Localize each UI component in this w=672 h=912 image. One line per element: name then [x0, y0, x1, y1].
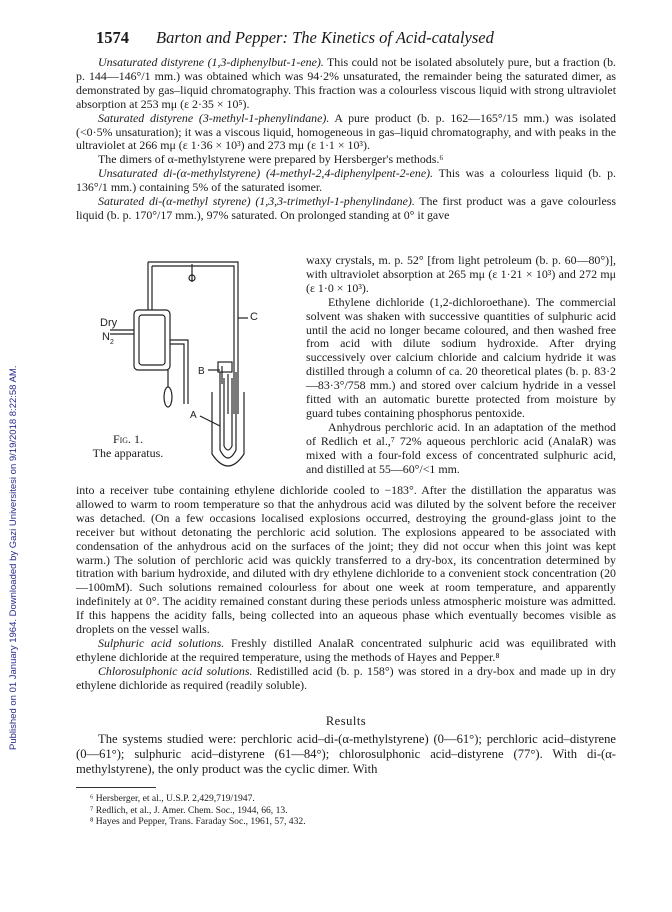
- section-name: Anhydrous perchloric acid.: [328, 419, 461, 434]
- running-title: Barton and Pepper: The Kinetics of Acid-catalysed: [156, 28, 494, 47]
- paragraph-unsaturated-distyrene: [76, 56, 616, 112]
- footnote-8: ⁸ Hayes and Pepper, Trans. Faraday Soc., 1961, 57, 432.: [90, 816, 306, 827]
- compound-formula: (1,2-dichloroethane).: [429, 294, 531, 309]
- paragraph-chlorosulphonic-acid: [76, 665, 616, 693]
- footnote-6: ⁶ Hersberger, et al., U.S.P. 2,429,719/1947.: [90, 793, 255, 804]
- paragraph-perchloric-acid: [306, 421, 616, 477]
- body-top: [76, 56, 616, 223]
- section-name: Chlorosulphonic acid solutions.: [98, 663, 253, 678]
- paragraph-text: Freshly distilled AnalaR concentrated sulphuric acid was equilibrated with ethylene dichloride at the required temperature, using the methods of Hayes and Pepper.⁸: [76, 635, 617, 664]
- body-right-column: [306, 254, 616, 477]
- paragraph-text: waxy crystals, m. p. 52° [from light petroleum (b. p. 60—80°)], with ultraviolet absorption at 265 mμ (ε 1·21 × 10³) and 272 mμ (ε 1·0 × 10³).: [306, 253, 616, 295]
- paragraph-saturated-distyrene: [76, 112, 616, 154]
- figure-number: Fig. 1.: [112, 432, 144, 446]
- compound-name: Saturated di-(α-methyl styrene): [98, 194, 251, 209]
- compound-name: Saturated distyrene: [98, 110, 194, 125]
- paragraph-text: The systems studied were: perchloric acid–di-(α-methylstyrene) (0—61°); perchloric acid–distyrene (0—61°); sulphuric acid–distyrene (61—84°); chlorosulphonic acid–distyrene (77°). With di-(α-methylstyrene), the only product was the cyclic dimer. With: [76, 732, 616, 776]
- paragraph-text: This was a colourless liquid (b. p. 136°/1 mm.) containing 5% of the saturated isomer.: [76, 166, 616, 195]
- label-a: A: [190, 410, 197, 421]
- paragraph-continued: [306, 254, 616, 296]
- section-name: Sulphuric acid solutions.: [98, 635, 225, 650]
- paragraph-unsaturated-di-methylstyrene: [76, 167, 616, 195]
- footnote-7: ⁷ Redlich, et al., J. Amer. Chem. Soc., 1944, 66, 13.: [90, 804, 288, 816]
- compound-formula: (1,3-diphenylbut-1-ene).: [207, 55, 324, 69]
- footnote-rule: [76, 787, 156, 788]
- page-number: 1574: [96, 28, 129, 47]
- footnotes: [90, 793, 610, 828]
- figure-caption-text: The apparatus.: [92, 446, 164, 460]
- label-n2-subscript: 2: [110, 339, 114, 346]
- compound-name: Unsaturated di-(α-methylstyrene): [98, 166, 261, 181]
- label-c: C: [250, 311, 258, 323]
- paragraph-text: Redistilled acid (b. p. 158°) was stored in a dry-box and made up in dry ethylene dichloride as required (readily soluble).: [76, 663, 616, 692]
- results-body: [76, 732, 616, 777]
- label-dry: Dry: [100, 317, 118, 329]
- paragraph-ethylene-dichloride: [306, 296, 616, 421]
- figure-caption: [88, 432, 168, 460]
- compound-formula: (4-methyl-2,4-diphenylpent-2-ene).: [265, 166, 434, 181]
- paragraph-text: The first product was a gave colourless liquid (b. p. 170°/17 mm.), 97% saturated. On prolonged standing at 0° it gave: [76, 194, 616, 222]
- paragraph-dimers: [76, 153, 616, 167]
- compound-formula: (3-methyl-1-phenylindane).: [198, 110, 330, 125]
- paragraph-text: The commercial solvent was shaken with successive quantities of sulphuric acid until the acid no longer became coloured, and then washed free from acid with dilute sodium hydroxide. After drying successively over calcium chloride and calcium hydride it was distilled through a column of ca. 20 theoretical plates (b. p. 83·2—83·3°/758 mm.) and stored over calcium hydride in a vessel fitted with an automatic burette protected from moisture by guard tubes containing phosphorus pentoxide.: [306, 294, 616, 420]
- paragraph-perchloric-continued: [76, 484, 616, 637]
- compound-formula: (1,3,3-trimethyl-1-phenylindane).: [255, 194, 415, 209]
- results-heading: Results: [325, 714, 367, 728]
- paragraph-text: This could not be isolated absolutely pure, but a fraction (b. p. 144—146°/1 mm.) was obtained which was 94·2% unsaturated, the remainder being the saturated dimer, as demonstrated by gas–liquid chromatography. This fraction was a colourless viscous liquid with strong ultraviolet absorption at 253 mμ (ε 2·35 × 10⁵).: [76, 55, 617, 111]
- compound-name: Ethylene dichloride: [328, 294, 425, 309]
- paragraph-text: into a receiver tube containing ethylene dichloride cooled to −183°. After the distillation the apparatus was allowed to warm to room temperature so that the anhydrous acid was diluted by the solvent before the receiver was detached. (On a few occasions localised explosions occurred, destroying the ground-glass joint to the receiver but without detonating the perchloric acid solution. The explosions appeared to be associated with condensation of the anhydrous acid on the surfaces of the joint; they did not occur when this joint was kept warm.) The solution of perchloric acid was quickly transferred to a dry-box, its concentration determined by titration with barium hydroxide, and diluted with dry ethylene dichloride to a convenient stock concentration (20—100mM). Such solutions remained colourless for about one week at room temperature, and apparently indefinitely at 0°. The acidity remained constant during these periods unless atmospheric moisture was admitted. If this happens the acidity falls, being collected into an aqueous phase which eventually becomes visible as droplets on the vessel walls.: [76, 483, 616, 637]
- paragraph-text: The dimers of α-methylstyrene were prepared by Hersberger's methods.⁶: [98, 152, 444, 167]
- label-b: B: [198, 366, 205, 377]
- page-header: [96, 28, 616, 50]
- body-lower: [76, 484, 616, 693]
- paragraph-sulphuric-acid: [76, 637, 616, 665]
- paragraph-saturated-di-methylstyrene: [76, 195, 616, 223]
- download-watermark: [8, 150, 22, 750]
- paragraph-text: In an adaptation of the method of Redlich et al.,⁷ 72% aqueous perchloric acid (AnalaR) was mixed with a four-fold excess of concentrated sulphuric acid, and distilled at 55—60°/<1 mm.: [306, 419, 616, 476]
- label-n2: N: [102, 331, 110, 343]
- paragraph-text: A pure product (b. p. 162—165°/15 mm.) was isolated (<0·5% unsaturation); it was a viscous liquid, homogeneous in gas–liquid chromatography, and with peaks in the ultraviolet at 266 mμ (ε 1·36 × 10³) and 273 mμ (ε 1·1 × 10³).: [76, 110, 616, 153]
- compound-name: Unsaturated distyrene: [98, 55, 205, 69]
- download-note: Published on 01 January 1964. Downloaded by Gazi Universitesi on 9/19/2018 8:22:58 AM.: [8, 365, 19, 750]
